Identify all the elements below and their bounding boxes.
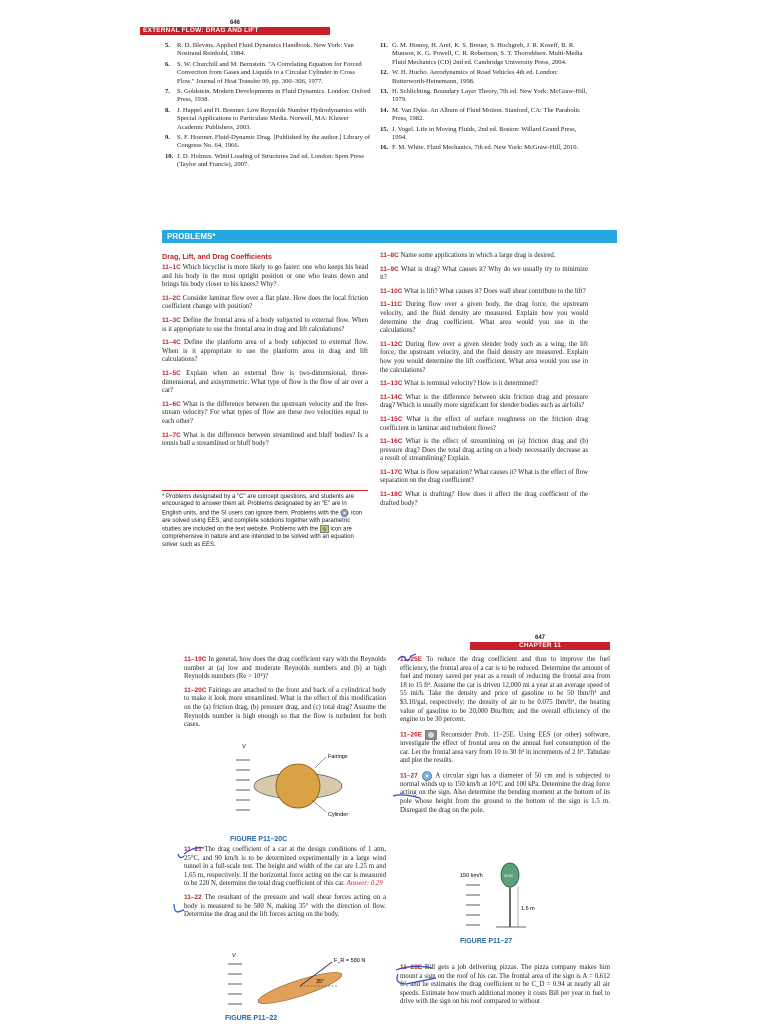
figure-p11-20c bbox=[220, 740, 380, 830]
force-label: F_R = 580 N bbox=[334, 958, 366, 964]
velocity-label: V bbox=[242, 744, 246, 750]
problem-item: 11–16C What is the effect of streamlining on (a) friction drag and (b) pressure drag? Does the total drag acting on a body necessarily decrease as a result of streamlining? Explain. bbox=[380, 438, 588, 463]
problems-right-column bbox=[380, 252, 588, 513]
problem-item: 11–7C What is the difference between streamlined and bluff bodies? Is a tennis ball a streamlined or bluff body? bbox=[162, 431, 368, 448]
problem-item: 11–9C What is drag? What causes it? Why do we usually try to minimize it? bbox=[380, 265, 589, 282]
speed-label: 150 km/h bbox=[460, 873, 483, 879]
handwritten-check-mark bbox=[176, 840, 206, 862]
reference-item: 7. S. Goldstein. Modern Developments in Fluid Dynamics. London: Oxford Press, 1938. bbox=[165, 88, 371, 104]
problem-item: 11–22 The resultant of the pressure and wall shear forces acting on a body is measured to be 580 N, making 35° with the direction of flow. Determine the drag and the lift forces acting on the body. bbox=[184, 893, 386, 919]
problem-item: 11–10C What is lift? What causes it? Does wall shear contribute to the lift? bbox=[380, 287, 586, 295]
velocity-label: V bbox=[232, 953, 236, 959]
problem-item: 11–21 The drag coefficient of a car at the design conditions of 1 atm, 25°C, and 90 km/h is to be determined experimentally in a large wind tunnel in a full-scale test. The height and width of the car are 1.25 m and 1.65 m, respectively. If the horizontal force acting on the car is measured to be 220 N, determine the total drag coefficient of this car. Answer: 0.29 bbox=[184, 846, 387, 888]
figure-p11-22 bbox=[220, 950, 370, 1012]
reference-item: 13. H. Schlichting. Boundary Layer Theory, 7th ed. New York: McGraw-Hill, 1979. bbox=[380, 88, 588, 104]
running-header: EXTERNAL FLOW: DRAG AND LIFT bbox=[140, 27, 330, 35]
page-number: 646 bbox=[229, 20, 240, 26]
problem-item: 11–3C Define the frontal area of a body subjected to external flow. When is it appropriate to use the frontal area in drag and lift calculations? bbox=[162, 316, 368, 333]
reference-item: 14. M. Van Dyke. An Album of Fluid Motion. Stanford, CA: The Parabolic Press, 1982. bbox=[380, 106, 581, 123]
problem-item: 11–11C During flow over a given body, the drag force, the upstream velocity, and the fluid density are measured. Explain how you would determine the drag coefficient. What area would you use in the calculations? bbox=[380, 301, 589, 335]
problem-item: 11–8C Name some applications in which a large drag is desired. bbox=[380, 252, 556, 259]
problem-item: 11–4C Define the planform area of a body subjected to external flow. When is it appropriate to use the planform area in drag and lift calculations? bbox=[162, 339, 368, 364]
footnote-rule bbox=[162, 490, 368, 491]
problem-item: 11–28E Bill gets a job delivering pizzas. The pizza company makes him mount a sign on the roof of his car. The frontal area of the sign is A = 0.612 ft², and he estimates the drag coefficient to be C_D = 0.94 at nearly all air speeds. Estimate how much additional money it costs Bill per year in fuel to drive with the sign on his roof compared to without bbox=[400, 964, 610, 1006]
handwritten-circle-mark bbox=[392, 962, 442, 990]
reference-item: 5. R. D. Blevins. Applied Fluid Dynamics Handbook. New York: Van Nostrand Reinhold, 1984. bbox=[165, 42, 354, 58]
handwritten-strike bbox=[392, 792, 422, 802]
figure-caption: FIGURE P11–22 bbox=[225, 1015, 278, 1022]
reference-item: 11. G. M. Homsy, H. Aref, K. S. Breuer, S. Hochgreb, J. R. Koseff, B. R. Munson, K. G. Powell, C. R. Robertson, S. T. Thoroddsen. Multi-Media Fluid Mechanics (CD) 2nd ed. Cambridge University Press, 2004. bbox=[380, 42, 583, 66]
figure-caption: FIGURE P11–27 bbox=[460, 938, 513, 945]
problems-right-column bbox=[400, 656, 610, 820]
problems-header: PROBLEMS* bbox=[162, 230, 617, 243]
ees-cd-icon bbox=[340, 509, 349, 517]
angle-label: 35° bbox=[316, 979, 325, 985]
problem-item: 11–5C Explain when an external flow is two-dimensional, three-dimensional, and axisymmetric. What type of flow is the flow of air over a car? bbox=[162, 369, 368, 395]
comprehensive-problem-icon bbox=[320, 525, 329, 533]
problem-item: 11–13C What is terminal velocity? How is it determined? bbox=[380, 380, 538, 388]
problems-left-column bbox=[162, 252, 368, 454]
running-header: CHAPTER 11 bbox=[470, 642, 610, 650]
problem-item: 11–12C During flow over a given slender body such as a wing, the lift force, the upstream velocity, and the fluid density are measured. Explain how you would determine the lift coefficient. What area would you use in the calculations? bbox=[380, 340, 588, 374]
problem-item: 11–25E To reduce the drag coefficient and thus to improve the fuel efficiency, the frontal area of a car is to be reduced. Determine the amount of fuel and money saved per year as a result of reducing the frontal area from 18 to 15 ft². Assume the car is driven 12,000 mi a year at an average speed of 55 mi/h. Take the density and price of gasoline to be 50 lbm/ft³ and $3.10/gal, respectively; the density of air to be 0.075 lbm/ft³, the heating value of gasoline to be 20,000 Btu/lbm; and the overall efficiency of the engine to be 30 percent. bbox=[400, 656, 610, 724]
fairings-label: Fairings bbox=[328, 754, 348, 760]
problem-item: 11–1C Which bicyclist is more likely to go faster: one who keeps his head and his body in the most upright position or one who leans down and brings his body closer to his knees? Why? bbox=[162, 264, 369, 289]
problem-item: 11–2C Consider laminar flow over a flat plate. How does the local friction coefficient change with position? bbox=[162, 294, 369, 311]
problem-item: 11–17C What is flow separation? What causes it? What is the effect of flow separation on the drag coefficient? bbox=[380, 468, 589, 485]
figure-caption: FIGURE P11–20C bbox=[230, 836, 288, 843]
problem-item: 11–27 A circular sign has a diameter of 50 cm and is subjected to normal winds up to 150 km/h at 10°C and 100 kPa. Determine the drag force acting on the sign. Also determine the bending moment at the bottom of its pole whose height from the ground to the bottom of the sign is 1.5 m. Disregard the drag on the pole. bbox=[400, 772, 610, 814]
problems-left-column-continued bbox=[184, 846, 386, 925]
problem-item: 11–6C What is the difference between the upstream velocity and the free-stream velocity? For what types of flow are these two velocities equal to each other? bbox=[162, 400, 368, 425]
handwritten-check-mark bbox=[396, 650, 420, 670]
references-left bbox=[165, 42, 373, 172]
reference-item: 12. W. H. Hucho. Aerodynamics of Road Vehicles 4th ed. London: Butterworth-Heinemann, 1998. bbox=[380, 69, 559, 85]
reference-item: 6. S. W. Churchill and M. Bernstein. "A Correlating Equation for Forced Convection from Gases and Liquids to a Circular Cylinder in Cross Flow." Journal of Heat Transfer 99, pp. 300–306, 1977. bbox=[165, 60, 362, 85]
figure-p11-27 bbox=[450, 855, 570, 935]
reference-item: 9. S. F. Hoerner. Fluid-Dynamic Drag. [Published by the author.] Library of Congress No. 64, 1966. bbox=[165, 134, 371, 150]
problem-item: 11–18C What is drafting? How does it affect the drag coefficient of the drafted body? bbox=[380, 491, 588, 507]
height-label: 1.5 m bbox=[521, 906, 535, 912]
problem-item: 11–15C What is the effect of surface roughness on the friction drag coefficient in laminar and turbulent flows? bbox=[380, 415, 588, 432]
handwritten-check-mark bbox=[172, 900, 188, 916]
reference-item: 15. J. Vogel. Life in Moving Fluids, 2nd ed. Boston: Willard Grand Press, 1994. bbox=[380, 125, 577, 142]
reference-item: 8. J. Happel and H. Brenner. Low Reynolds Number Hydrodynamics with Special Applications to Particulate Media. Norwell, MA: Kluwer Academic Publishers, 2003. bbox=[165, 106, 366, 131]
reference-item: 10. J. D. Holmes. Wind Loading of Structures 2nd ed. London: Spon Press (Taylor and Francis), 2007. bbox=[165, 152, 364, 169]
problem-item: 11–20C Fairings are attached to the front and back of a cylindrical body to make it look more streamlined. What is the effect of this modification on the (a) friction drag, (b) pressure drag, and (c) total drag? Assume the Reynolds number is high enough so that the flow is turbulent for both cases. bbox=[184, 686, 386, 729]
problem-item: 11–14C What is the difference between skin friction drag and pressure drag? Which is usually more significant for slender bodies such as airfoils? bbox=[380, 393, 589, 410]
references-right bbox=[380, 42, 588, 155]
problem-item: 11–26E Reconsider Prob. 11–25E. Using EES (or other) software, investigate the effect of frontal area on the annual fuel consumption of the car. Let the frontal area vary from 10 to 30 ft² in increments of 2 ft². Tabulate and plot the results. bbox=[400, 731, 610, 765]
ees-cd-icon bbox=[421, 771, 433, 781]
footnote: * Problems designated by a "C" are concept questions, and students are encouraged to answer them all. Problems designated by an "E" are in English units, and the SI users can ignore them. Problems with the icon are solved using EES, and complete solutions together with parametric studies are included on the text website. Problems with the icon are comprehensive in nature and are intended to be solved with an equation solver such as EES. bbox=[162, 494, 363, 548]
page-number: 647 bbox=[534, 635, 545, 641]
section-title: Drag, Lift, and Drag Coefficients bbox=[162, 252, 272, 261]
problems-left-column bbox=[184, 656, 386, 735]
problem-item: 11–19C In general, how does the drag coefficient vary with the Reynolds number at (a) low and moderate Reynolds numbers and (b) at high Reynolds numbers (Re > 10⁴)? bbox=[184, 656, 386, 681]
ees-problem-icon bbox=[425, 730, 437, 740]
sign-face-label: SIGN bbox=[504, 874, 513, 878]
cylinder-label: Cylinder bbox=[328, 812, 349, 818]
reference-item: 16. F. M. White. Fluid Mechanics, 7th ed. New York: McGraw-Hill, 2010. bbox=[380, 144, 579, 152]
